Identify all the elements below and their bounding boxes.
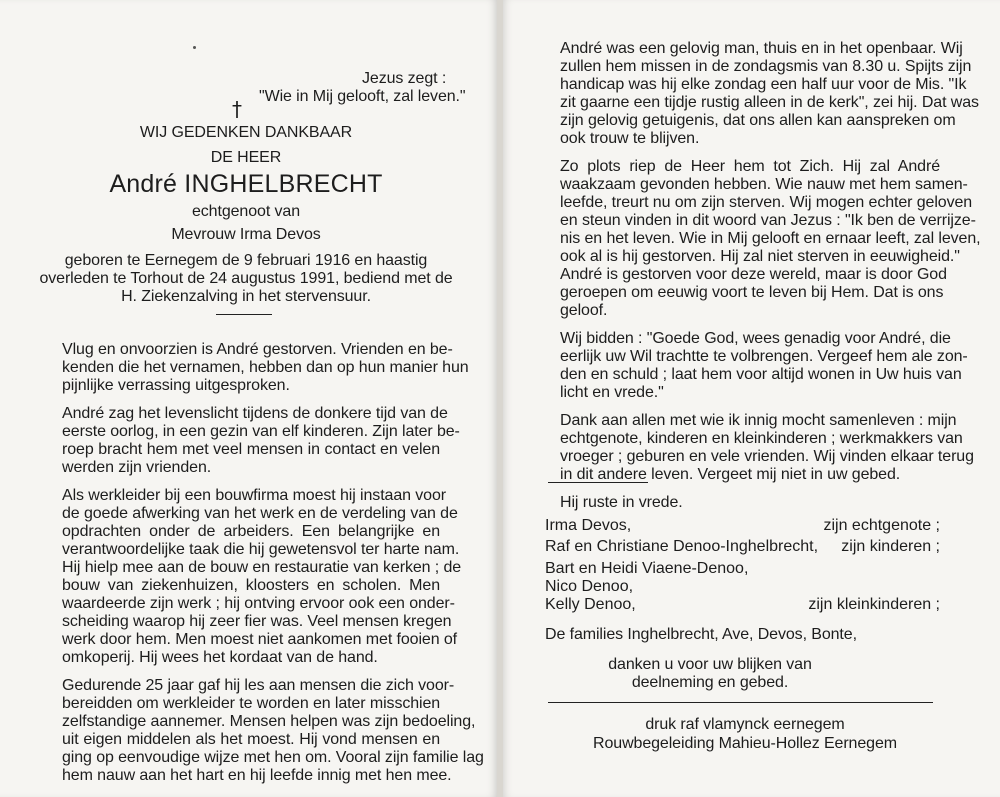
text-line: opdrachten onder de arbeiders. Een belangrijke en [62,523,440,540]
text-line: André is gestorven voor deze wereld, maar is door God [560,266,947,283]
text-line: Als werkleider bij een bouwfirma moest hij instaan voor [62,487,447,504]
title-heading: DE HEER [210,149,282,166]
text-line: kenden die het vernamen, hebben dan op hun manier hun [62,359,469,376]
text-line: Gedurende 25 jaar gaf hij les aan mensen die zich voor- [62,677,455,694]
text-line: leefde, treurt nu om zijn sterven. Wij mogen echter geloven [560,194,973,211]
text-line: hem nauw aan het hart en hij leefde innig met hen mee. [62,767,452,784]
deceased-name: André INGHELBRECHT [109,170,383,198]
paragraph [62,677,484,785]
thanks-block [600,656,820,692]
text-line: Vlug en onvoorzien is André gestorven. Vrienden en be- [62,341,453,358]
spouse-name: Mevrouw Irma Devos [171,226,321,243]
text-line: bereidden om werkleider te worden en later misschien [62,695,441,712]
divider-footer [548,702,933,703]
rest-in-peace: Hij ruste in vrede. [560,494,683,511]
text-line: in dit andere leven. Vergeet mij niet in uw gebed. [560,466,901,483]
paragraph [560,494,940,512]
text-line: ook trouw te blijven. [560,130,700,147]
text-line: Zo plots riep de Heer hem tot Zich. Hij zal André [560,158,940,175]
death-line: overleden te Torhout de 24 augustus 1991, bediend met de [39,270,453,287]
paragraph [560,412,974,484]
text-line: nis en het leven. Wie in Mij gelooft en ernaar leeft, zal leven, [560,230,981,247]
family-row [545,538,940,556]
family-names: Nico Denoo, [545,578,634,595]
text-line: André zag het levenslicht tijdens de donkere tijd van de [62,405,448,422]
text-line: omkoperij. Hij wees het kordaat van de hand. [62,649,378,666]
birth-death-info [36,252,456,306]
family-row [545,596,940,614]
text-line: echtgenote, kinderen en kleinkinderen ; werkmakkers van [560,430,963,447]
paragraph [62,487,462,667]
text-line: de goede afwerking van het werk en de verdeling van de [62,505,458,522]
text-line: zit gaarne een tijdje rustig alleen in de kerk", zei hij. Dat was [560,94,979,111]
text-line: waakzaam gevonden hebben. Wie nauw met hem samen- [560,176,968,193]
text-line: Dank aan allen met wie ik innig mocht samenleven : mijn [560,412,957,429]
text-line: roep bracht hem met veel mensen in contact en velen [62,441,440,458]
family-names: Kelly Denoo, [545,596,636,613]
text-line: werk door hem. Men moest niet aankomen met fooien of [62,631,458,648]
text-line: zelfstandige aannemer. Mensen helpen was zijn bedoeling, [62,713,476,730]
quote-text: "Wie in Mij gelooft, zal leven." [259,88,466,105]
text-line: pijnlijke verrassing uitgesproken. [62,377,290,394]
text-line: ook al is hij gestorven. Hij zal niet sterven in eeuwigheid." [560,248,960,265]
divider-short [216,314,272,315]
family-relation: zijn kinderen ; [841,538,940,555]
text-line: den en schuld ; laat hem voor altijd wonen in Uw huis van [560,366,962,383]
family-row [545,578,940,596]
text-line: uit eigen middelen als het moest. Hij vond mensen en [62,731,440,748]
text-line: licht en vrede." [560,384,664,401]
family-row [545,560,940,578]
text-line: zullen hem missen in de zondagsmis van 8.30 u. Spijts zijn [560,58,972,75]
left-body-text [62,341,484,795]
text-line: eerste oorlog, in een gezin van elf kinderen. Zijn later be- [62,423,460,440]
paragraph [560,40,979,148]
sacrament-line: H. Ziekenzalving in het stervensuur. [121,288,371,305]
paragraph [62,341,469,395]
text-line: werden zijn vrienden. [62,459,212,476]
family-names: Raf en Christiane Denoo-Inghelbrecht, [545,538,819,555]
family-row [545,517,940,535]
text-line: André was een gelovig man, thuis en in het openbaar. Wij [560,40,963,57]
families-line: De families Inghelbrecht, Ave, Devos, Bonte, [545,626,857,643]
quote-intro: Jezus zegt : [362,70,447,87]
text-line: handicap was hij elke zondag een half uur voor de Mis. "Ik [560,76,967,93]
funeral-service-credit: Rouwbegeleiding Mahieu-Hollez Eernegem [593,735,897,752]
commemorate-heading: WIJ GEDENKEN DANKBAAR [139,124,353,141]
divider-family [548,482,648,483]
printer-credit: druk raf vlamynck eernegem [645,716,845,733]
text-line: verantwoordelijke taak die hij gewetensvol ter harte nam. [62,541,460,558]
paragraph [560,330,968,402]
text-line: Hij hielp mee aan de bouw en restauratie van kerken ; de [62,559,462,576]
family-relation: zijn kleinkinderen ; [808,596,940,613]
text-line: eerlijk uw Wil trachtte te volbrengen. Vergeef hem ale zon- [560,348,968,365]
family-names: Bart en Heidi Viaene-Denoo, [545,560,749,577]
family-names: Irma Devos, [545,517,632,534]
text-line: scheiding waarop hij zeer fier was. Veel mensen kregen [62,613,452,630]
paragraph [62,405,460,477]
thanks-line: deelneming en gebed. [631,674,789,691]
text-line: bouw van ziekenhuizen, kloosters en scholen. Men [62,577,440,594]
thanks-line: danken u voor uw blijken van [608,656,812,673]
birth-line: geboren te Eernegem de 9 februari 1916 en haastig [64,252,428,269]
text-line: Wij bidden : "Goede God, wees genadig voor André, die [560,330,951,347]
text-line: geroepen om eeuwig voort te leven bij Hem. Dat is ons [560,284,944,301]
right-body-text [560,40,981,522]
text-line: vroeger ; geburen en vele vrienden. Wij vinden elkaar terug [560,448,974,465]
cross-icon: † [232,97,242,121]
text-line: ging op eenvoudige wijze met hen om. Vooral zijn familie lag [62,749,484,766]
text-line: geloof. [560,302,608,319]
text-line: waardeerde zijn werk ; hij ontving ervoor ook een onder- [62,595,455,612]
paragraph [560,158,981,320]
spouse-label: echtgenoot van [191,203,301,220]
family-relation: zijn echtgenote ; [823,517,940,534]
speck [193,46,196,49]
text-line: en steun vinden in dit woord van Jezus : "Ik ben de verrijze- [560,212,976,229]
text-line: zijn gelovig getuigenis, dat ons allen kan aanspreken om [560,112,956,129]
